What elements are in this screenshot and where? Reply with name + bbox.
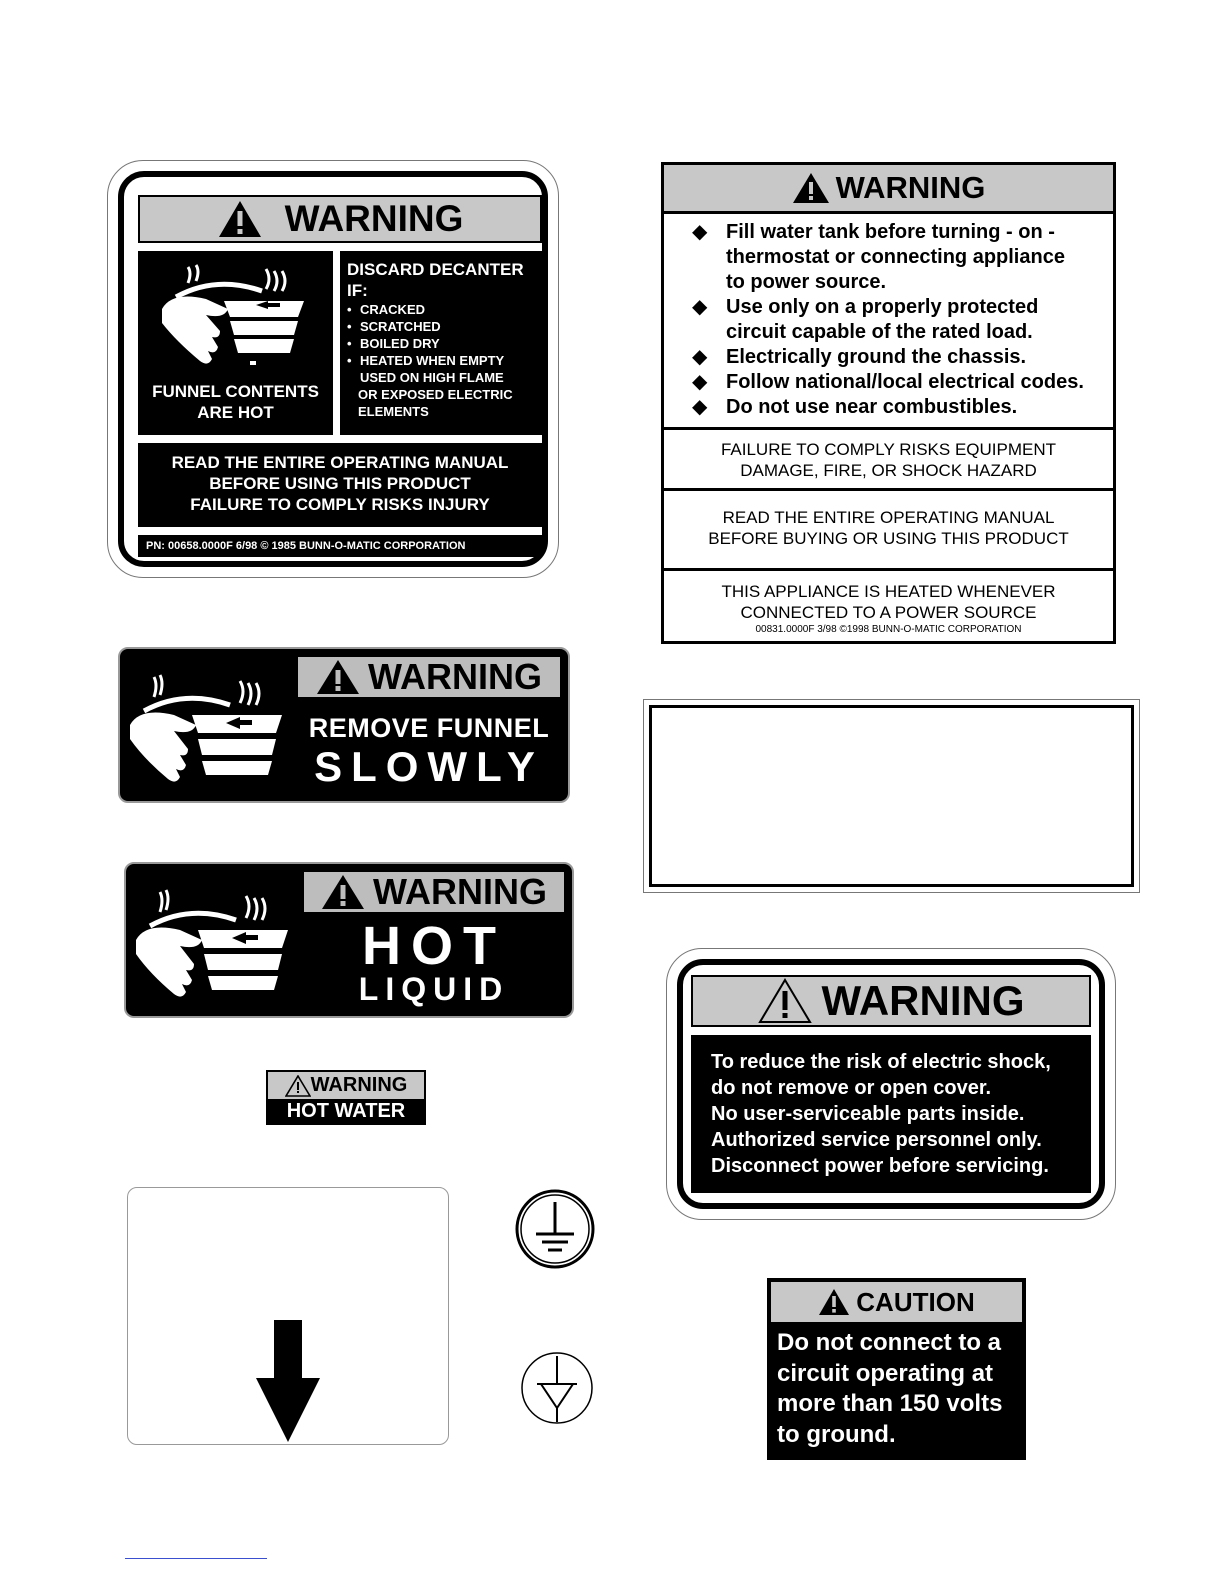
list-item: USED ON HIGH FLAME [360,370,504,385]
main-warning-header-text: WARNING [835,170,986,205]
remove-funnel-label [118,647,570,803]
electric-shock-header-text: WARNING [821,977,1025,1024]
discard-conditions-list [347,301,513,420]
hand-funnel-icon [132,870,292,1010]
list-item: ◆ Fill water tank before turning - on - thermostat or connecting appliance to power source. [692,220,1086,295]
remove-funnel-line1: REMOVE FUNNEL [308,713,550,743]
footer-rule [125,1558,267,1559]
list-item: • HEATED WHEN EMPTY [347,353,505,368]
discard-decanter-header-text: WARNING [284,198,464,239]
list-item: ◆ Do not use near combustibles. [692,395,1113,420]
main-warning-list [664,214,1113,430]
manual-notice [138,443,542,527]
shock-line: To reduce the risk of electric shock, [711,1051,1051,1073]
discard-decanter-label [107,160,559,578]
caution-line: Do not connect to a [777,1329,1001,1356]
failure-notice-line2: DAMAGE, FIRE, OR SHOCK HAZARD [740,461,1037,480]
hot-liquid-label [124,862,574,1018]
main-warning-label [661,162,1116,644]
shock-line: Disconnect power before servicing. [711,1155,1049,1177]
blank-label-frame [643,699,1140,893]
funnel-caption-line2: ARE HOT [197,403,274,422]
shock-line: do not remove or open cover. [711,1077,992,1099]
discard-title [347,259,524,301]
warning-triangle-icon [792,172,830,204]
warning-triangle-icon [818,1288,850,1316]
electric-shock-header [691,975,1091,1027]
hot-liquid-header-text: WARNING [373,871,547,912]
main-warning-header [664,165,1113,214]
discard-part-number: PN: 00658.0000F 6/98 © 1985 BUNN-O-MATIC CORPORATION [138,535,542,557]
list-item: ◆ Follow national/local electrical codes. [692,370,1113,395]
hot-liquid-header [302,870,566,914]
caution-body [777,1328,1020,1450]
list-item: ◆ Electrically ground the chassis. [692,345,1113,370]
heated-notice [664,571,1113,637]
shock-line: Authorized service personnel only. [711,1129,1042,1151]
failure-notice [664,430,1113,491]
warning-triangle-icon [316,659,360,695]
caution-line: to ground. [777,1420,896,1448]
warning-triangle-icon [758,978,812,1024]
caution-label [767,1278,1026,1460]
electric-shock-label-frame [677,959,1105,1209]
manual-notice-line3: FAILURE TO COMPLY RISKS INJURY [190,495,490,514]
shock-line: No user-serviceable parts inside. [711,1103,1025,1125]
list-item: • BOILED DRY [347,336,440,351]
list-item: ◆ Use only on a properly protected circuit capable of the rated load. [692,295,1066,345]
discard-conditions-panel [340,251,542,435]
list-item: OR EXPOSED ELECTRIC [358,387,513,402]
warning-triangle-icon [321,874,365,910]
remove-funnel-header [296,655,562,699]
manual-notice-line2: BEFORE USING THIS PRODUCT [209,474,471,493]
discard-decanter-header [138,195,542,243]
hot-water-header-text: WARNING [310,1074,408,1096]
protective-earth-icon [514,1188,596,1270]
hand-funnel-icon [156,261,316,371]
hot-water-header [268,1072,424,1099]
discard-title-line1: DISCARD DECANTER [347,260,524,279]
read-manual-line2: BEFORE BUYING OR USING THIS PRODUCT [708,529,1069,548]
discard-title-line2: IF: [347,281,368,300]
hot-funnel-panel [138,251,333,435]
hot-water-text: HOT WATER [286,1100,406,1122]
heated-notice-line1: THIS APPLIANCE IS HEATED WHENEVER [721,582,1056,601]
warning-triangle-icon [217,199,263,239]
funnel-caption-line1: FUNNEL CONTENTS [152,382,319,401]
equipotential-icon [519,1350,595,1426]
main-part-number: 00831.0000F 3/98 ©1998 BUNN-O-MATIC CORPORATION [755,624,1022,635]
remove-funnel-line2: SLOWLY [314,743,544,790]
electric-shock-body [691,1035,1091,1193]
warning-triangle-icon [285,1075,311,1097]
funnel-caption [138,381,333,423]
caution-line: circuit operating at [777,1359,994,1387]
hot-liquid-icon-panel [132,870,294,1010]
list-item: ELEMENTS [358,404,429,419]
list-item: • CRACKED [347,302,425,317]
hot-liquid-line1: HOT [362,916,506,976]
discard-decanter-label-frame [118,171,548,567]
remove-funnel-header-text: WARNING [368,656,542,697]
hot-liquid-line2: LIQUID [358,971,510,1007]
read-manual-line1: READ THE ENTIRE OPERATING MANUAL [722,508,1055,527]
caution-header [771,1282,1022,1322]
blank-label-inner [649,705,1134,887]
list-item: • SCRATCHED [347,319,441,334]
remove-funnel-text-panel [296,655,562,795]
arrow-label [127,1187,449,1445]
read-manual-notice [664,491,1113,571]
hand-funnel-icon [126,655,286,795]
hot-liquid-text-panel [302,870,566,1010]
caution-header-text: CAUTION [856,1286,975,1317]
down-arrow-icon [254,1318,324,1444]
caution-line: more than 150 volts [777,1390,1003,1417]
remove-funnel-icon-panel [126,655,288,795]
failure-notice-line1: FAILURE TO COMPLY RISKS EQUIPMENT [720,440,1057,459]
manual-notice-line1: READ THE ENTIRE OPERATING MANUAL [171,453,509,472]
electric-shock-label [666,948,1116,1220]
heated-notice-line2: CONNECTED TO A POWER SOURCE [740,603,1037,622]
hot-water-label [266,1070,426,1125]
